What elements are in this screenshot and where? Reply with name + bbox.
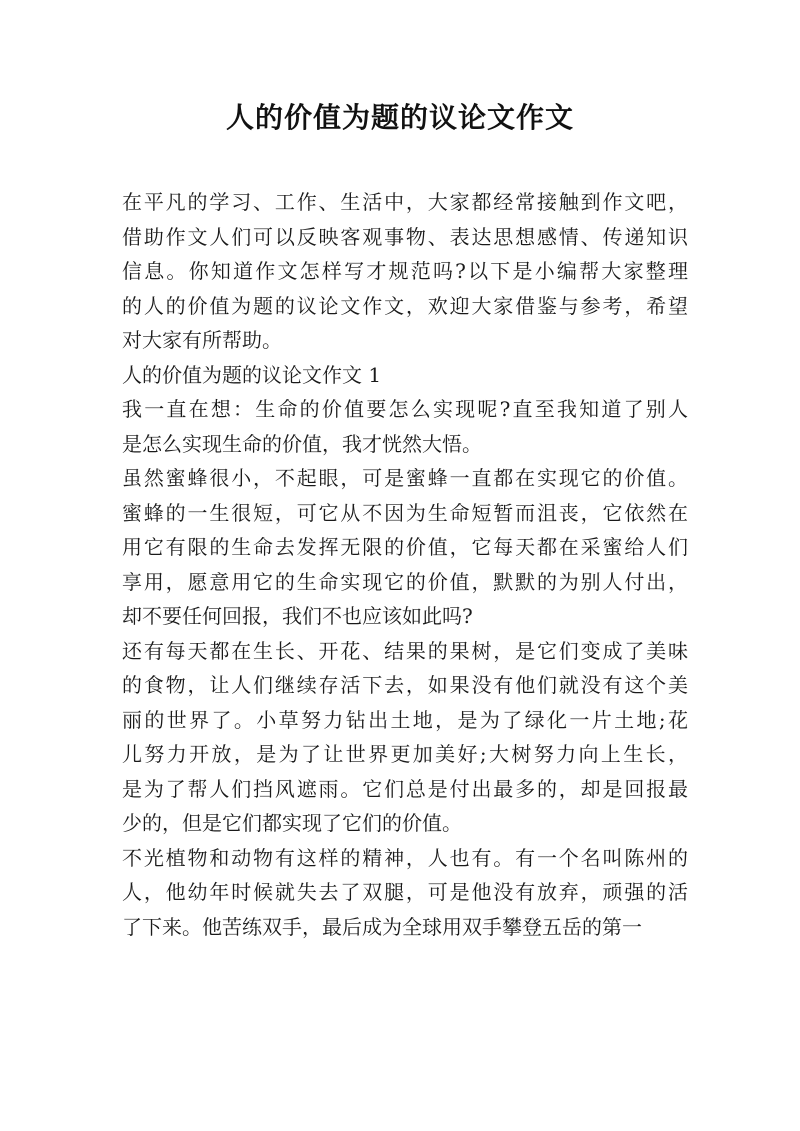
paragraph: [122, 841, 688, 945]
text-line: 信息。你知道作文怎样写才规范吗?以下是小编帮大家整理: [122, 259, 688, 283]
text-line: 蜜蜂的一生很短，可它从不因为生命短暂而沮丧，它依然在: [122, 500, 688, 525]
document-body: [122, 185, 688, 944]
text-line: 用它有限的生命去发挥无限的价值，它每天都在采蜜给人们: [122, 535, 688, 559]
paragraph: [122, 358, 688, 393]
text-line: 却不要任何回报，我们不也应该如此吗?: [122, 604, 473, 628]
text-line: 的人的价值为题的议论文作文，欢迎大家借鉴与参考，希望: [122, 293, 688, 318]
text-line: 不光植物和动物有这样的精神，人也有。有一个名叫陈州的: [122, 845, 688, 870]
text-line: 儿努力开放，是为了让世界更加美好;大树努力向上生长，: [122, 742, 688, 766]
text-line: 借助作文人们可以反映客观事物、表达思想感情、传递知识: [122, 224, 688, 249]
text-line: 享用，愿意用它的生命实现它的价值，默默的为别人付出，: [122, 569, 688, 594]
paragraph: [122, 634, 688, 841]
document-title: 人的价值为题的议论文作文: [225, 101, 574, 134]
text-line: 少的，但是它们都实现了它们的价值。: [122, 811, 462, 835]
text-line: 虽然蜜蜂很小，不起眼，可是蜜蜂一直都在实现它的价值。: [122, 466, 688, 490]
paragraph: [122, 185, 688, 358]
text-line: 人的价值为题的议论文作文 1: [122, 362, 382, 387]
text-line: 丽的世界了。小草努力钻出土地，是为了绿化一片土地;花: [122, 707, 688, 732]
paragraph: [122, 461, 688, 634]
text-line: 是为了帮人们挡风遮雨。它们总是付出最多的，却是回报最: [122, 776, 688, 801]
text-line: 了下来。他苦练双手，最后成为全球用双手攀登五岳的第一: [122, 914, 642, 939]
text-line: 在平凡的学习、工作、生活中，大家都经常接触到作文吧，: [122, 190, 688, 214]
text-line: 我一直在想：生命的价值要怎么实现呢?直至我知道了别人: [122, 397, 688, 421]
text-line: 还有每天都在生长、开花、结果的果树，是它们变成了美味: [122, 638, 688, 663]
paragraph: [122, 392, 688, 461]
text-line: 人，他幼年时候就失去了双腿，可是他没有放弃，顽强的活: [122, 880, 688, 904]
text-line: 的食物，让人们继续存活下去，如果没有他们就没有这个美: [122, 673, 688, 697]
text-line: 是怎么实现生命的价值，我才恍然大悟。: [122, 431, 482, 456]
text-line: 对大家有所帮助。: [122, 328, 282, 352]
